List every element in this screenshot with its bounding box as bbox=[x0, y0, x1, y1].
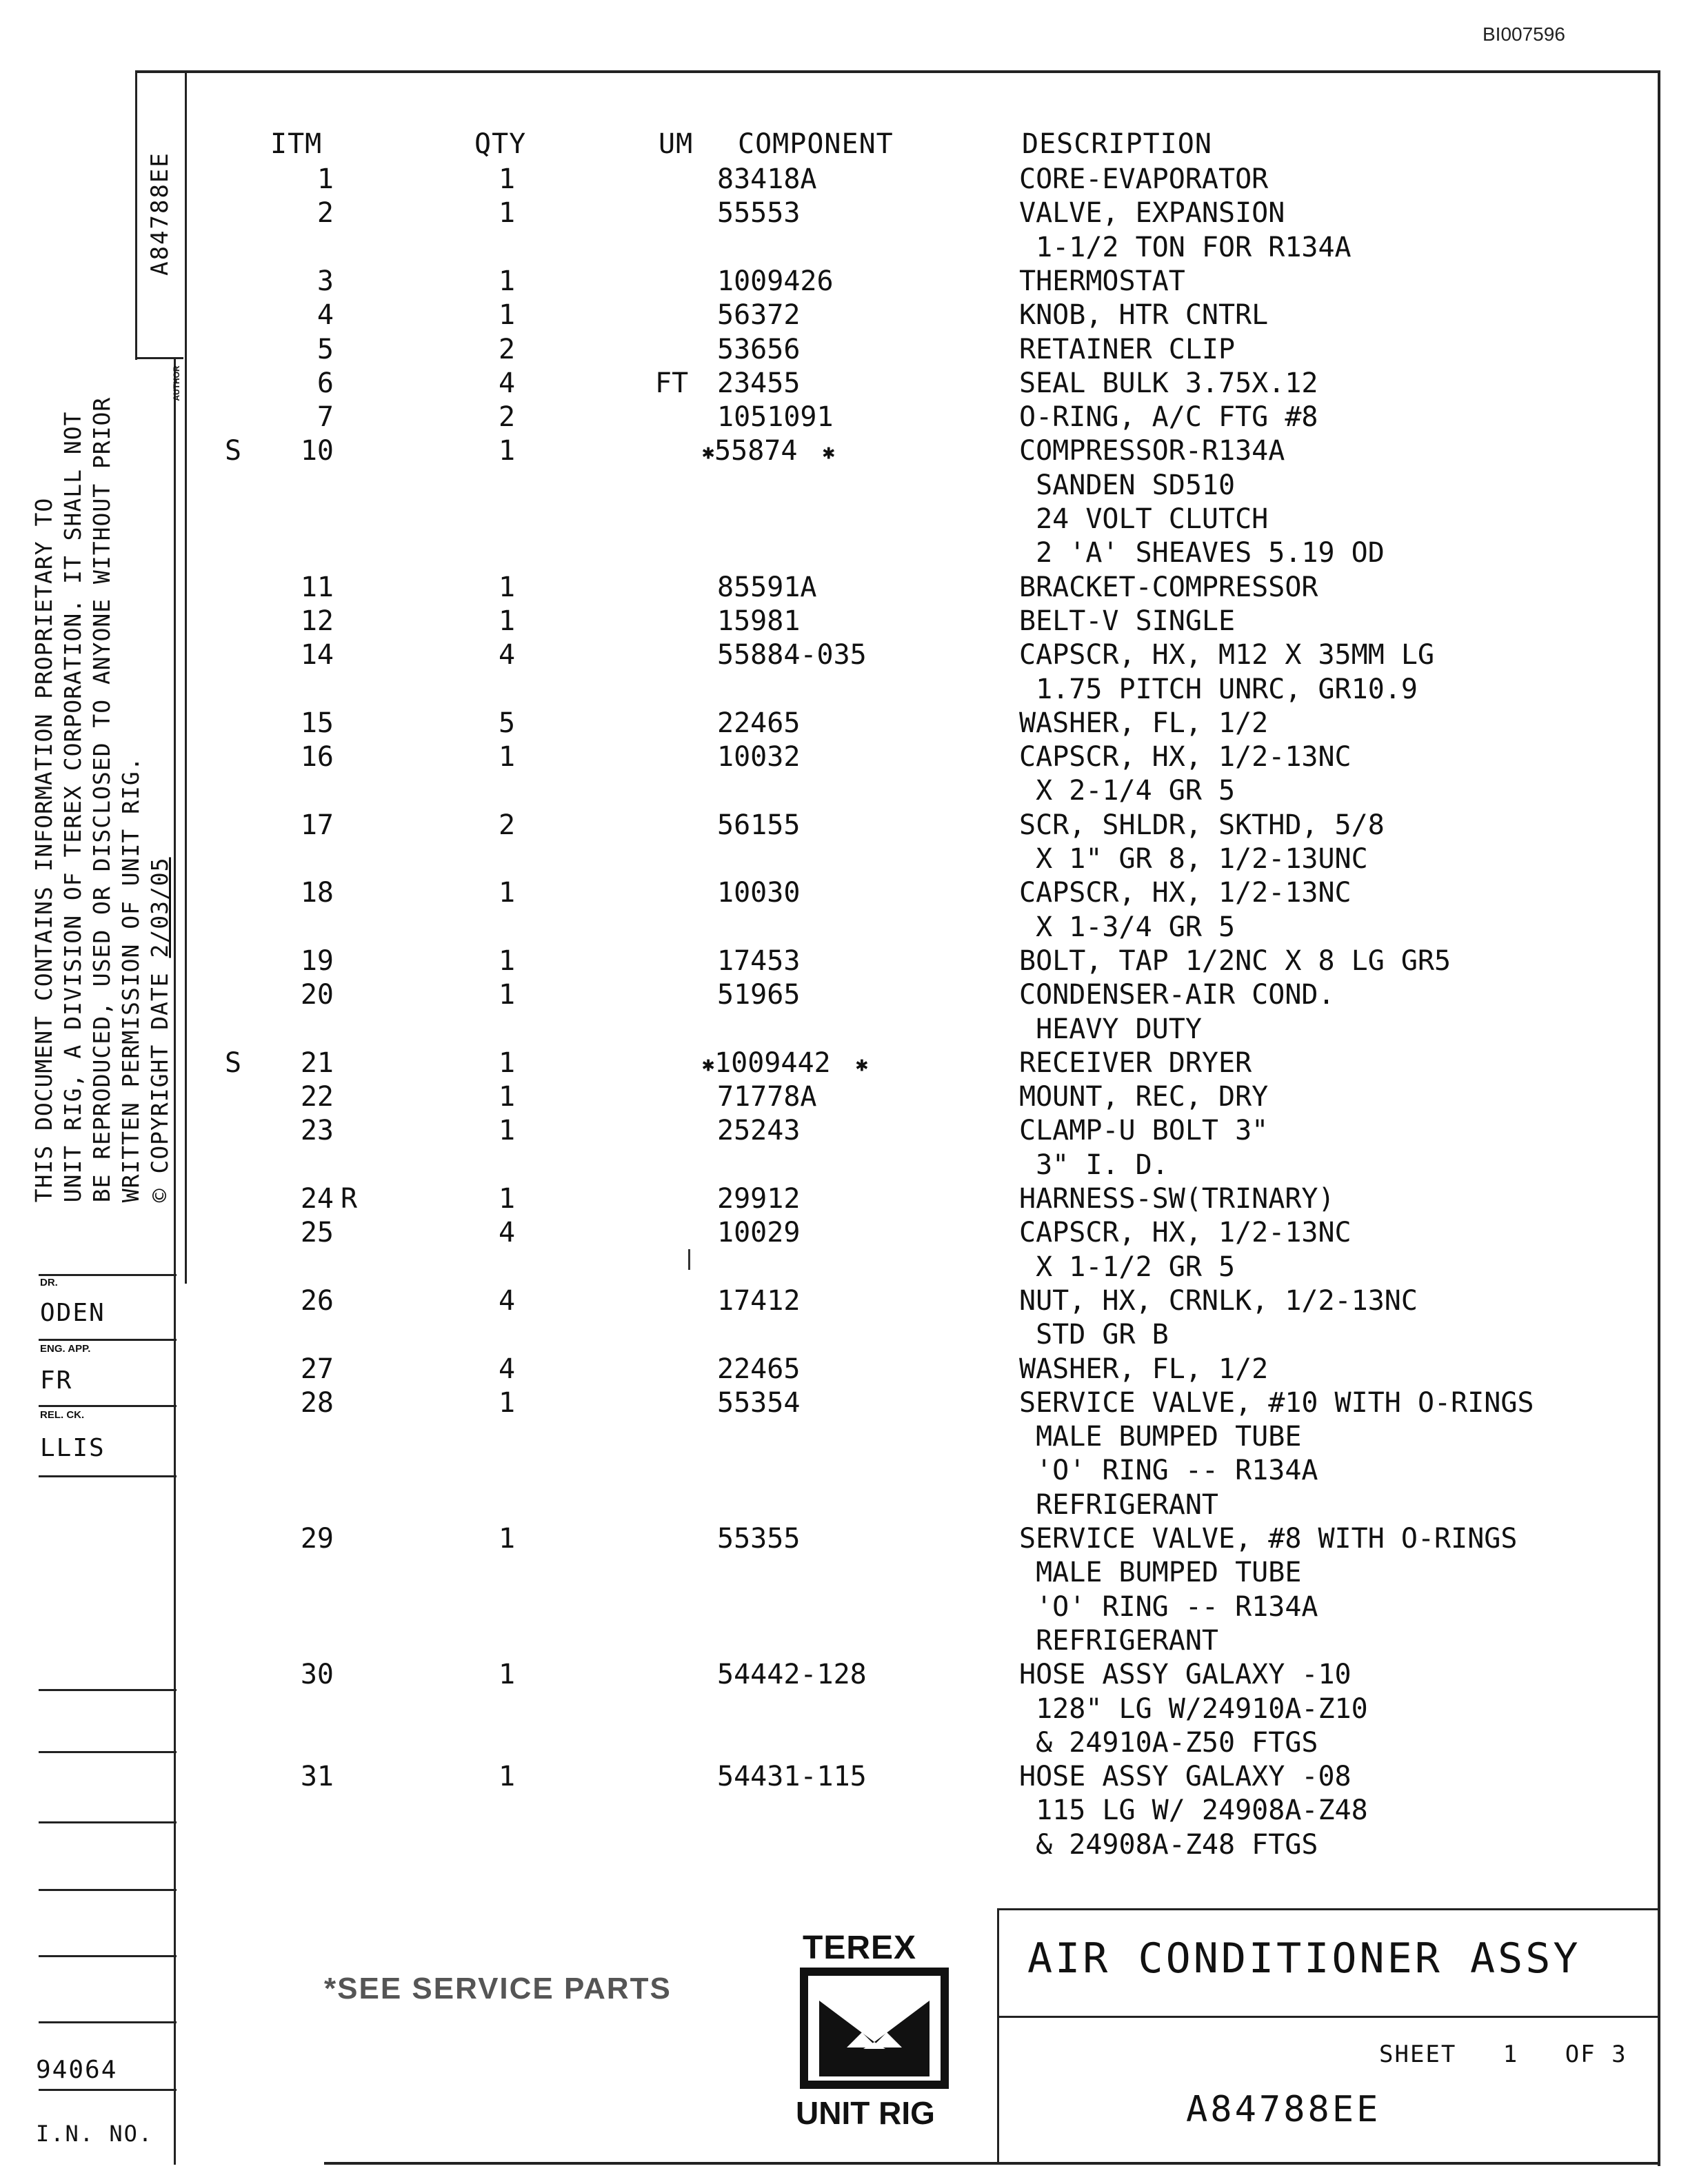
see-service-parts-note: *SEE SERVICE PARTS bbox=[324, 1972, 672, 2005]
revision-flag: R bbox=[341, 1183, 358, 1215]
description: CAPSCR, HX, 1/2-13NC bbox=[1019, 877, 1352, 909]
frame-top-border bbox=[135, 70, 1660, 73]
component-number: 54442-128 bbox=[717, 1659, 867, 1691]
description: BRACKET-COMPRESSOR bbox=[1019, 571, 1318, 603]
quantity: 1 bbox=[498, 1081, 516, 1113]
item-number: 31 bbox=[300, 1761, 334, 1793]
description-continuation: 'O' RING -- R134A bbox=[1019, 1455, 1318, 1487]
notice-line-5: © COPYRIGHT DATE bbox=[146, 958, 173, 1203]
component-number: 17412 bbox=[717, 1284, 801, 1317]
component-number: 55355 bbox=[717, 1523, 801, 1555]
component-number: 71778A bbox=[717, 1081, 817, 1113]
component-number: 53656 bbox=[717, 333, 801, 365]
description-continuation: 1.75 PITCH UNRC, GR10.9 bbox=[1019, 673, 1418, 705]
description: SCR, SHLDR, SKTHD, 5/8 bbox=[1019, 809, 1385, 841]
item-number: 2 bbox=[316, 197, 334, 230]
component-number: 56372 bbox=[717, 299, 801, 332]
description: NUT, HX, CRNLK, 1/2-13NC bbox=[1019, 1284, 1418, 1317]
eng-app-label: ENG. APP. bbox=[40, 1343, 91, 1355]
left-block-number: 94064 bbox=[36, 2056, 118, 2084]
description: O-RING, A/C FTG #8 bbox=[1019, 401, 1318, 434]
item-number: 6 bbox=[316, 367, 334, 399]
description-continuation: X 1-1/2 GR 5 bbox=[1019, 1251, 1236, 1283]
quantity: 1 bbox=[498, 163, 516, 195]
notice-line-3: BE REPRODUCED, USED OR DISCLOSED TO ANYONE WITHOUT PRIOR bbox=[88, 396, 115, 1203]
component-number: 51965 bbox=[717, 979, 801, 1011]
component-number: 55874 bbox=[714, 435, 798, 467]
description-continuation: HEAVY DUTY bbox=[1019, 1013, 1202, 1045]
service-flag: S bbox=[225, 435, 242, 467]
title-block-left-border bbox=[997, 1908, 999, 2163]
description: BOLT, TAP 1/2NC X 8 LG GR5 bbox=[1019, 944, 1451, 977]
eng-app-name: FR bbox=[40, 1366, 73, 1395]
item-number: 7 bbox=[316, 401, 334, 434]
description: BELT-V SINGLE bbox=[1019, 605, 1236, 637]
description-continuation: STD GR B bbox=[1019, 1319, 1169, 1351]
quantity: 1 bbox=[498, 1761, 516, 1793]
description-continuation: X 1" GR 8, 1/2-13UNC bbox=[1019, 843, 1368, 875]
description: WASHER, FL, 1/2 bbox=[1019, 707, 1269, 739]
header-um: UM bbox=[659, 128, 694, 160]
left-block-divider bbox=[39, 1751, 177, 1753]
quantity: 5 bbox=[498, 707, 516, 739]
quantity: 1 bbox=[498, 265, 516, 297]
description-continuation: 3" I. D. bbox=[1019, 1149, 1169, 1181]
terex-logo-icon bbox=[798, 1966, 950, 2090]
item-number: 25 bbox=[300, 1217, 334, 1249]
header-component: COMPONENT bbox=[738, 128, 894, 160]
description: CAPSCR, HX, 1/2-13NC bbox=[1019, 741, 1352, 774]
description: SERVICE VALVE, #8 WITH O-RINGS bbox=[1019, 1523, 1518, 1555]
item-number: 28 bbox=[300, 1386, 334, 1419]
description: RECEIVER DRYER bbox=[1019, 1046, 1252, 1079]
description-continuation: 24 VOLT CLUTCH bbox=[1019, 503, 1269, 535]
description: COMPRESSOR-R134A bbox=[1019, 435, 1285, 467]
component-number: 29912 bbox=[717, 1183, 801, 1215]
header-qty: QTY bbox=[474, 128, 527, 160]
item-number: 10 bbox=[300, 435, 334, 467]
proprietary-notice bbox=[30, 397, 174, 1203]
description: CAPSCR, HX, M12 X 35MM LG bbox=[1019, 639, 1435, 671]
item-number: 17 bbox=[300, 809, 334, 841]
quantity: 1 bbox=[498, 435, 516, 467]
notice-line-4: WRITTEN PERMISSION OF UNIT RIG. bbox=[117, 756, 144, 1203]
item-number: 3 bbox=[316, 265, 334, 297]
quantity: 1 bbox=[498, 571, 516, 603]
description: HOSE ASSY GALAXY -08 bbox=[1019, 1761, 1352, 1793]
description: HARNESS-SW(TRINARY) bbox=[1019, 1183, 1335, 1215]
asterisk-icon: ✱ bbox=[702, 1052, 715, 1077]
component-number: 83418A bbox=[717, 163, 817, 195]
component-number: 15981 bbox=[717, 605, 801, 637]
quantity: 1 bbox=[498, 1183, 516, 1215]
quantity: 1 bbox=[498, 299, 516, 332]
notice-line-1: THIS DOCUMENT CONTAINS INFORMATION PROPRIETARY TO bbox=[30, 497, 57, 1203]
item-number: 30 bbox=[300, 1659, 334, 1691]
of-label: OF bbox=[1565, 2041, 1596, 2068]
item-number: 20 bbox=[300, 979, 334, 1011]
item-number: 1 bbox=[316, 163, 334, 195]
description-continuation: & 24908A-Z48 FTGS bbox=[1019, 1828, 1318, 1861]
component-number: 1009426 bbox=[717, 265, 834, 297]
quantity: 4 bbox=[498, 1353, 516, 1385]
frame-inner-left-border bbox=[185, 70, 187, 1284]
left-block-divider bbox=[39, 1689, 177, 1691]
dr-label: DR. bbox=[40, 1277, 58, 1288]
drawing-number: A84788EE bbox=[1186, 2089, 1381, 2130]
quantity: 1 bbox=[498, 1523, 516, 1555]
item-number: 16 bbox=[300, 741, 334, 774]
component-number: 23455 bbox=[717, 367, 801, 399]
component-number: 22465 bbox=[717, 707, 801, 739]
component-number: 1051091 bbox=[717, 401, 834, 434]
description-continuation: X 2-1/4 GR 5 bbox=[1019, 775, 1236, 807]
quantity: 2 bbox=[498, 809, 516, 841]
left-block-divider bbox=[39, 2021, 177, 2023]
item-number: 15 bbox=[300, 707, 334, 739]
quantity: 4 bbox=[498, 1284, 516, 1317]
component-number: 25243 bbox=[717, 1115, 801, 1147]
left-block-divider bbox=[39, 1405, 177, 1407]
description-continuation: & 24910A-Z50 FTGS bbox=[1019, 1726, 1318, 1759]
quantity: 1 bbox=[498, 944, 516, 977]
item-number: 18 bbox=[300, 877, 334, 909]
description-continuation: 128" LG W/24910A-Z10 bbox=[1019, 1692, 1368, 1725]
item-number: 21 bbox=[300, 1046, 334, 1079]
item-number: 11 bbox=[300, 571, 334, 603]
description-continuation: 115 LG W/ 24908A-Z48 bbox=[1019, 1794, 1368, 1827]
header-itm: ITM bbox=[270, 128, 323, 160]
description: WASHER, FL, 1/2 bbox=[1019, 1353, 1269, 1385]
dr-name: ODEN bbox=[40, 1299, 106, 1327]
item-number: 5 bbox=[316, 333, 334, 365]
quantity: 2 bbox=[498, 333, 516, 365]
unit-of-measure: FT bbox=[655, 367, 689, 399]
bates-number: BI007596 bbox=[1483, 23, 1565, 45]
unit-rig-logo-text: UNIT RIG bbox=[796, 2095, 935, 2131]
quantity: 1 bbox=[498, 1115, 516, 1147]
description-continuation: X 1-3/4 GR 5 bbox=[1019, 911, 1236, 943]
description: CORE-EVAPORATOR bbox=[1019, 163, 1269, 195]
component-cell bbox=[702, 1046, 950, 1082]
description-continuation: 2 'A' SHEAVES 5.19 OD bbox=[1019, 537, 1385, 569]
description: CONDENSER-AIR COND. bbox=[1019, 979, 1335, 1011]
component-cell bbox=[702, 434, 950, 469]
description-continuation: REFRIGERANT bbox=[1019, 1488, 1218, 1521]
author-tag: AUTHOR bbox=[172, 365, 181, 401]
quantity: 1 bbox=[498, 1386, 516, 1419]
description: VALVE, EXPANSION bbox=[1019, 197, 1285, 230]
sheet-info bbox=[1379, 2041, 1627, 2068]
description-continuation: 1-1/2 TON FOR R134A bbox=[1019, 231, 1352, 263]
description-continuation: SANDEN SD510 bbox=[1019, 469, 1236, 501]
frame-bottom-border bbox=[324, 2162, 1660, 2165]
left-block-divider bbox=[39, 1889, 177, 1891]
description: CLAMP-U BOLT 3" bbox=[1019, 1115, 1269, 1147]
description-continuation: 'O' RING -- R134A bbox=[1019, 1590, 1318, 1623]
item-number: 27 bbox=[300, 1353, 334, 1385]
item-number: 14 bbox=[300, 639, 334, 671]
copyright-date: 2/03/05 bbox=[146, 857, 173, 958]
quantity: 4 bbox=[498, 639, 516, 671]
left-block-divider bbox=[39, 1475, 177, 1477]
quantity: 2 bbox=[498, 401, 516, 434]
component-number: 55354 bbox=[717, 1386, 801, 1419]
terex-logo-text: TEREX bbox=[803, 1930, 917, 1966]
component-number: 22465 bbox=[717, 1353, 801, 1385]
description: RETAINER CLIP bbox=[1019, 333, 1236, 365]
quantity: 1 bbox=[498, 741, 516, 774]
item-number: 4 bbox=[316, 299, 334, 332]
description-continuation: REFRIGERANT bbox=[1019, 1624, 1218, 1657]
quantity: 1 bbox=[498, 979, 516, 1011]
description: KNOB, HTR CNTRL bbox=[1019, 299, 1269, 332]
quantity: 1 bbox=[498, 197, 516, 230]
component-number: 55553 bbox=[717, 197, 801, 230]
component-number: 1009442 bbox=[714, 1046, 831, 1079]
quantity: 4 bbox=[498, 1217, 516, 1249]
notice-line-2: UNIT RIG, A DIVISION OF TEREX CORPORATION. IT SHALL NOT bbox=[59, 411, 86, 1203]
item-number: 12 bbox=[300, 605, 334, 637]
quantity: 4 bbox=[498, 367, 516, 399]
component-number: 10029 bbox=[717, 1217, 801, 1249]
title-block-divider bbox=[997, 2016, 1660, 2018]
drawing-title: AIR CONDITIONER ASSY bbox=[1027, 1934, 1581, 1983]
description-continuation: MALE BUMPED TUBE bbox=[1019, 1421, 1302, 1453]
item-number: 29 bbox=[300, 1523, 334, 1555]
item-number: 22 bbox=[300, 1081, 334, 1113]
component-number: 10030 bbox=[717, 877, 801, 909]
frame-right-border bbox=[1658, 70, 1660, 2166]
rel-ck-name: LLIS bbox=[40, 1434, 106, 1462]
sheet-label: SHEET bbox=[1379, 2041, 1457, 2068]
description: CAPSCR, HX, 1/2-13NC bbox=[1019, 1217, 1352, 1249]
left-block-number-label: I.N. NO. bbox=[36, 2121, 154, 2147]
description-continuation: MALE BUMPED TUBE bbox=[1019, 1557, 1302, 1589]
description: HOSE ASSY GALAXY -10 bbox=[1019, 1659, 1352, 1691]
description: MOUNT, REC, DRY bbox=[1019, 1081, 1269, 1113]
left-block-divider bbox=[39, 1955, 177, 1957]
quantity: 1 bbox=[498, 877, 516, 909]
asterisk-icon: ✱ bbox=[797, 440, 835, 465]
sheet-number: 1 bbox=[1503, 2041, 1519, 2068]
left-block-divider bbox=[39, 1821, 177, 1823]
component-number: 85591A bbox=[717, 571, 817, 603]
component-number: 10032 bbox=[717, 741, 801, 774]
left-block-divider bbox=[39, 2089, 177, 2091]
component-number: 55884-035 bbox=[717, 639, 867, 671]
component-number: 54431-115 bbox=[717, 1761, 867, 1793]
sheet-total: 3 bbox=[1611, 2041, 1627, 2068]
description: SERVICE VALVE, #10 WITH O-RINGS bbox=[1019, 1386, 1534, 1419]
left-block-divider bbox=[39, 1339, 177, 1341]
quantity: 1 bbox=[498, 605, 516, 637]
quantity: 1 bbox=[498, 1046, 516, 1079]
description: SEAL BULK 3.75X.12 bbox=[1019, 367, 1318, 399]
item-number: 23 bbox=[300, 1115, 334, 1147]
asterisk-icon: ✱ bbox=[830, 1052, 868, 1077]
stray-mark bbox=[688, 1249, 690, 1270]
quantity: 1 bbox=[498, 1659, 516, 1691]
asterisk-icon: ✱ bbox=[702, 440, 715, 465]
vertical-drawing-number: A84788EE bbox=[146, 152, 174, 276]
description: THERMOSTAT bbox=[1019, 265, 1185, 297]
service-flag: S bbox=[225, 1046, 242, 1079]
item-number: 24 bbox=[300, 1183, 334, 1215]
item-number: 19 bbox=[300, 944, 334, 977]
title-block-top-border bbox=[997, 1908, 1660, 1910]
header-description: DESCRIPTION bbox=[1022, 128, 1212, 160]
item-number: 26 bbox=[300, 1284, 334, 1317]
rel-ck-label: REL. CK. bbox=[40, 1409, 85, 1421]
component-number: 17453 bbox=[717, 944, 801, 977]
left-block-divider bbox=[39, 1274, 177, 1276]
component-number: 56155 bbox=[717, 809, 801, 841]
